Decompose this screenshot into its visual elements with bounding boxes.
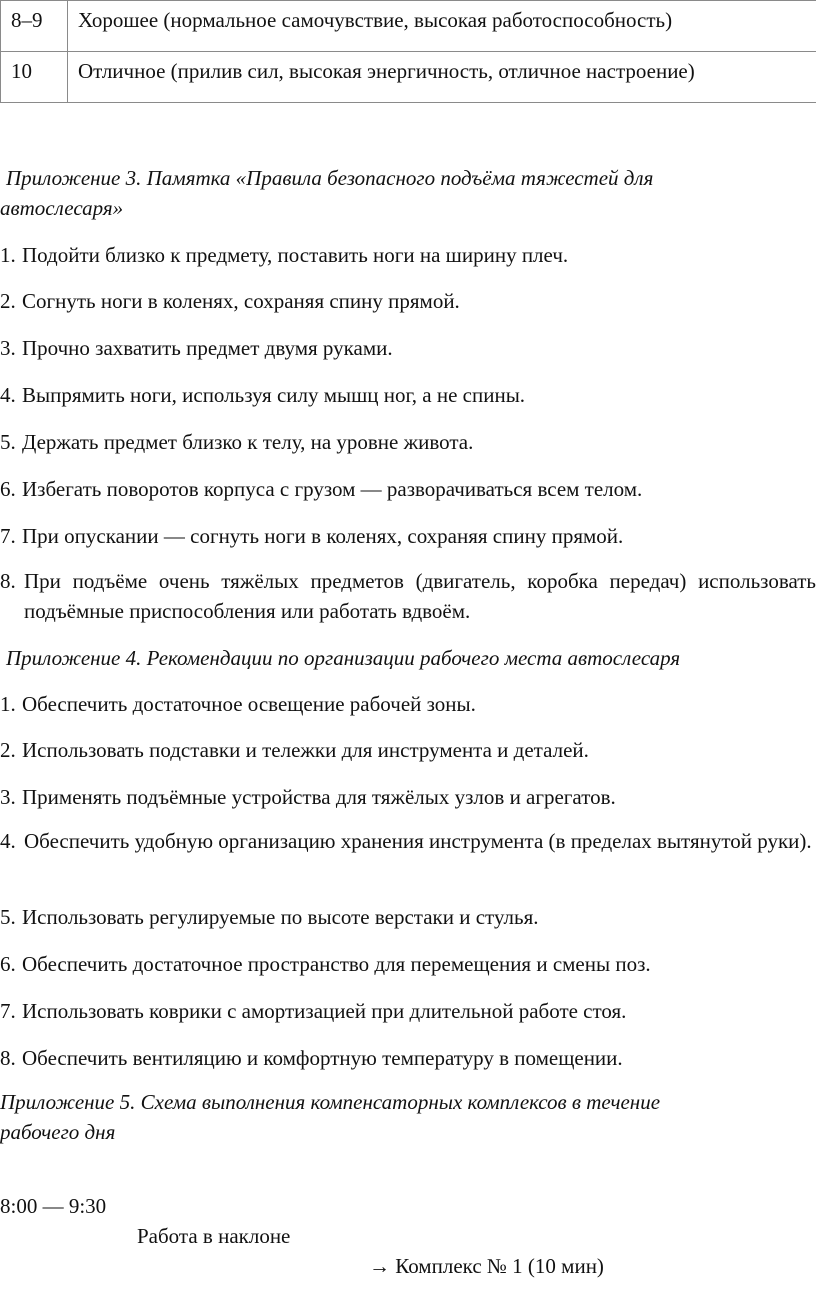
appendix5-title: Приложение 5. Схема выполнения компенсаторных комплексов в течение [0, 1087, 660, 1117]
item-number: 2. [0, 286, 22, 316]
description-cell: Отличное (прилив сил, высокая энергичность, отличное настроение) [68, 52, 816, 103]
item-text: При опускании — согнуть ноги в коленях, сохраняя спину прямой. [22, 524, 623, 548]
schedule-time: 8:00 — 9:30 [0, 1191, 106, 1221]
item-text: Прочно захватить предмет двумя руками. [22, 336, 393, 360]
item-number: 1. [0, 240, 22, 270]
appendix5-title-cont: рабочего дня [0, 1117, 115, 1147]
list-item [0, 826, 816, 856]
item-text: Обеспечить вентиляцию и комфортную температуру в помещении. [22, 1046, 623, 1070]
list-item [0, 902, 816, 932]
description-cell: Хорошее (нормальное самочувствие, высокая работоспособность) [68, 1, 816, 52]
schedule-activity: Работа в наклоне [137, 1221, 290, 1251]
table-row [1, 1, 816, 52]
list-item [0, 996, 816, 1026]
list-item [0, 333, 816, 363]
list-item [0, 949, 816, 979]
item-text: Использовать регулируемые по высоте верстаки и стулья. [22, 905, 539, 929]
list-item [0, 240, 816, 270]
item-text: Применять подъёмные устройства для тяжёлых узлов и агрегатов. [22, 785, 616, 809]
list-item [0, 566, 816, 626]
item-text: Выпрямить ноги, используя силу мышц ног, а не спины. [22, 383, 525, 407]
list-item [0, 1043, 816, 1073]
list-item [0, 427, 816, 457]
item-text: Обеспечить достаточное освещение рабочей зоны. [22, 692, 476, 716]
list-item [0, 735, 816, 765]
appendix3-title-cont: автослесаря» [0, 193, 123, 223]
score-cell: 10 [1, 52, 68, 103]
list-item [0, 286, 816, 316]
item-text: Использовать коврики с амортизацией при длительной работе стоя. [22, 999, 626, 1023]
item-number: 8. [0, 566, 22, 596]
item-number: 3. [0, 782, 22, 812]
table-row [1, 52, 816, 103]
item-text: Подойти близко к предмету, поставить ноги на ширину плеч. [22, 243, 568, 267]
list-item [0, 689, 816, 719]
list-item [0, 521, 816, 551]
list-item [0, 380, 816, 410]
schedule-row [0, 1161, 816, 1191]
item-number: 4. [0, 826, 22, 856]
item-number: 5. [0, 902, 22, 932]
item-text: Обеспечить достаточное пространство для перемещения и смены поз. [22, 952, 651, 976]
item-text: Держать предмет близко к телу, на уровне живота. [22, 430, 473, 454]
item-number: 2. [0, 735, 22, 765]
appendix3-title: Приложение 3. Памятка «Правила безопасного подъёма тяжестей для [6, 163, 653, 193]
item-text: Обеспечить удобную организацию хранения инструмента (в пределах вытянутой руки). [24, 826, 816, 856]
item-number: 4. [0, 380, 22, 410]
item-number: 1. [0, 689, 22, 719]
schedule-complex: → Комплекс № 1 (10 мин) [369, 1251, 604, 1281]
item-text: Избегать поворотов корпуса с грузом — разворачиваться всем телом. [22, 477, 642, 501]
appendix4-title: Приложение 4. Рекомендации по организации рабочего места автослесаря [6, 643, 680, 673]
item-number: 3. [0, 333, 22, 363]
item-text: Использовать подставки и тележки для инструмента и деталей. [22, 738, 589, 762]
item-number: 8. [0, 1043, 22, 1073]
item-number: 7. [0, 521, 22, 551]
item-number: 6. [0, 949, 22, 979]
item-text: Согнуть ноги в коленях, сохраняя спину прямой. [22, 289, 460, 313]
item-number: 5. [0, 427, 22, 457]
item-number: 6. [0, 474, 22, 504]
item-text: При подъёме очень тяжёлых предметов (двигатель, коробка передач) использовать подъёмные приспособления или работать вдвоём. [24, 566, 816, 626]
list-item [0, 782, 816, 812]
wellbeing-score-table [0, 0, 816, 103]
list-item [0, 474, 816, 504]
item-number: 7. [0, 996, 22, 1026]
score-cell: 8–9 [1, 1, 68, 52]
